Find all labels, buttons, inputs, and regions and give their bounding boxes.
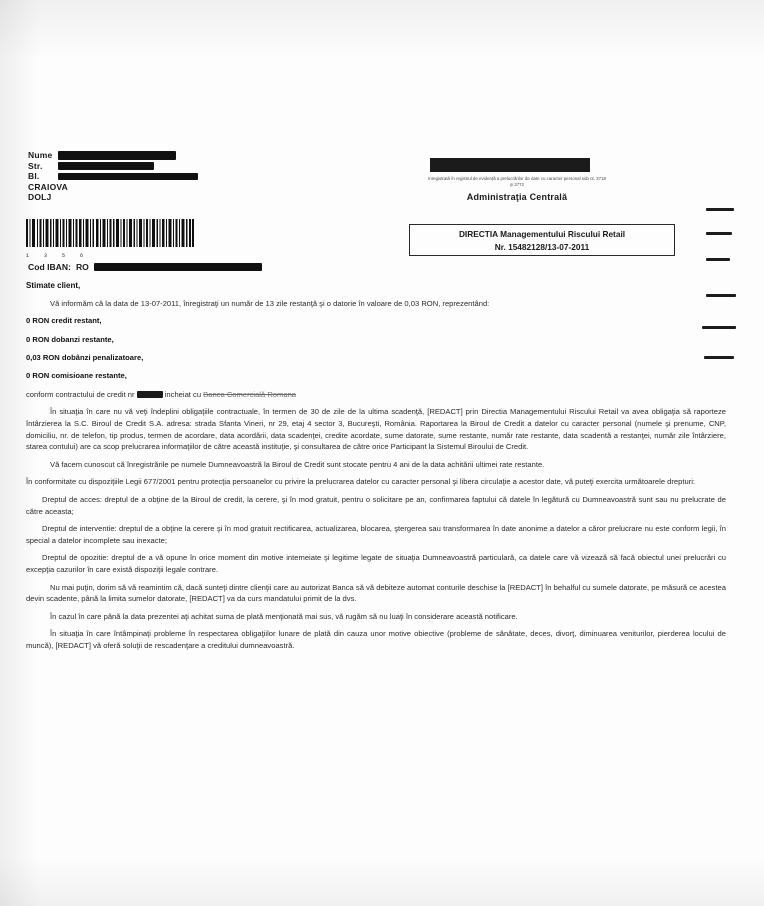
paragraph-rescheduling: În situaţia în care întâmpinaţi probleme în respectarea obligaţiilor lunare de plată din cauza unor motive obiective (probleme de sănătate, deces, divorţ, diminuarea veniturilor, pierderea locului de muncă), [REDACT] vă oferă soluţii de rescadenţare a creditului dumneavoastră.	[26, 629, 726, 650]
redaction-name	[58, 151, 176, 160]
addressee-row-county	[28, 192, 198, 203]
redaction-block	[58, 173, 198, 181]
iban-label: Cod IBAN:	[28, 262, 71, 272]
amount-comisioane-restante: 0 RON comisioane restante,	[26, 371, 127, 381]
redaction-street	[58, 162, 154, 170]
scan-edge-mark-2	[706, 232, 732, 235]
barcode-bars	[26, 219, 194, 247]
right-access: Dreptul de acces: dreptul de a obţine de la Biroul de credit, la cerere, şi în mod gratuit, pentru o solicitare pe an, confirmarea faptului că datele în legătură cu Dumneavoastră sunt sau nu prelucrate de către aceasta;	[26, 494, 726, 516]
department-reference-box	[409, 224, 675, 256]
amount-credit-restant: 0 RON credit restant,	[26, 316, 102, 326]
paragraph-storage: Vă facem cunoscut că înregistrările pe numele Dumneavoastră la Biroul de Credit sunt stocate pentru 4 ani de la data achitării ultimei rate restante.	[50, 459, 545, 469]
registration-fine-print: Inregistrată în registrul de evidență a prelucrărilor de date cu caracter personal sub nr. 3718 și 3772	[428, 176, 606, 187]
addressee-label-street: Str.	[28, 160, 43, 171]
contract-reference-line	[26, 389, 726, 401]
department-number: Nr. 15482128/13-07-2011	[494, 242, 590, 252]
redaction-iban	[94, 263, 262, 272]
barcode-digits: 1 3 5 6	[26, 253, 90, 259]
letter-body	[26, 280, 726, 658]
amount-dobanzi-penalizatoare: 0,03 RON dobânzi penalizatoare,	[26, 353, 144, 362]
salutation: Stimate client,	[26, 281, 81, 290]
paragraph-law: În conformitate cu dispoziţiile Legii 677/2001 pentru protecţia persoanelor cu privire la prelucrarea datelor cu caracter personal şi libera circulaţie a acestor date, vă puteţi exercita următoarele drepturi:	[26, 477, 696, 487]
addressee-label-block: Bl.	[28, 171, 40, 181]
addressee-block	[28, 150, 198, 203]
addressee-county: DOLJ	[28, 192, 52, 202]
barcode	[26, 219, 194, 259]
right-opposition: Dreptul de opozitie: dreptul de a vă opune în orice moment din motive intemeiate şi legitime legate de situaţia Dumneavoastră particulară, ca datele care vă vizează să facă obiectul unei prelucrări cu excepţia cazurilor în care există dispoziţii legale contrare.	[26, 553, 726, 574]
amount-dobanzi-restante: 0 RON dobanzi restante,	[26, 334, 114, 344]
addressee-label-name: Nume	[28, 150, 53, 160]
right-intervention: Dreptul de interventie: dreptul de a obţine la cerere şi în mod gratuit rectificarea, actualizarea, blocarea, ştergerea sau transformarea în date anonime a datelor a căror prelucrare nu este conform legii, în special a datelor incomplete sau inexacte;	[26, 524, 726, 545]
addressee-row-city	[28, 182, 198, 193]
scan-edge-mark-1	[706, 208, 734, 211]
bank-logo-redacted	[430, 158, 590, 172]
paragraph-already-paid: În cazul în care până la data prezentei aţi achitat suma de plată menţionată mai sus, vă rugăm să nu luaţi în considerare această notificare.	[50, 611, 518, 621]
iban-line	[28, 262, 262, 272]
iban-prefix: RO	[75, 262, 89, 272]
paragraph-auto-debit: Nu mai puţin, dorim să vă reamintim că, dacă sunteţi dintre clienţii care au autorizat Banca să vă debiteze automat conturile deschise la [REDACT] în behalful cu sumele datorate, pe măsură ce acestea devin scadente, până la limita sumelor datorate, [REDACT] va da curs mandatului primit de la dvs.	[26, 582, 726, 604]
addressee-row-name	[28, 150, 198, 161]
addressee-row-street	[28, 161, 198, 172]
scan-edge-mark-3	[706, 258, 730, 261]
addressee-row-block	[28, 171, 198, 182]
paragraph-reporting: În situaţia în care nu vă veţi îndeplini obligaţiile contractuale, în termen de 30 de zile de la ultima scadenţă, [REDACT] prin Directia Managementului Riscului Retail va avea obligaţia să raporteze întârzierea la S.C. Biroul de Credit S.A. adresa: strada Sfanta Vineri, nr 29, etaj 4 sector 3, Bucureşti, România. Raportarea la Biroul de Credit a datelor cu caracter personal (numele şi prenume, CNP, domiciliu, nr. de telefon, tip produs, termen de acordare, data acordării, data scadenţei, credite acordate, sume datorate, sume restante, număr rate restante, data scadentă a restanţei, număr zile întârziere, starea contului) are ca scop prelucrarea informaţiilor de către această instituţie, şi consultarea de către orice Participant la Sistemul Biroului de Credit.	[26, 407, 726, 452]
redaction-contract-number	[137, 391, 163, 398]
department-name: DIRECTIA Managementului Riscului Retail	[458, 229, 626, 239]
addressee-city: CRAIOVA	[28, 181, 68, 192]
intro-paragraph: Vă informăm că la data de 13-07-2011, înregistraţi un număr de 13 zile restanţă şi o datorie în valoare de 0,03 RON, reprezentând:	[50, 298, 490, 308]
central-administration-title: Administraţia Centrală	[466, 192, 568, 202]
contract-prefix: conform contractului de credit nr	[26, 389, 135, 399]
contract-bank-name: Banca Comercială Romana	[203, 389, 297, 399]
contract-suffix: incheiat cu	[164, 389, 202, 399]
